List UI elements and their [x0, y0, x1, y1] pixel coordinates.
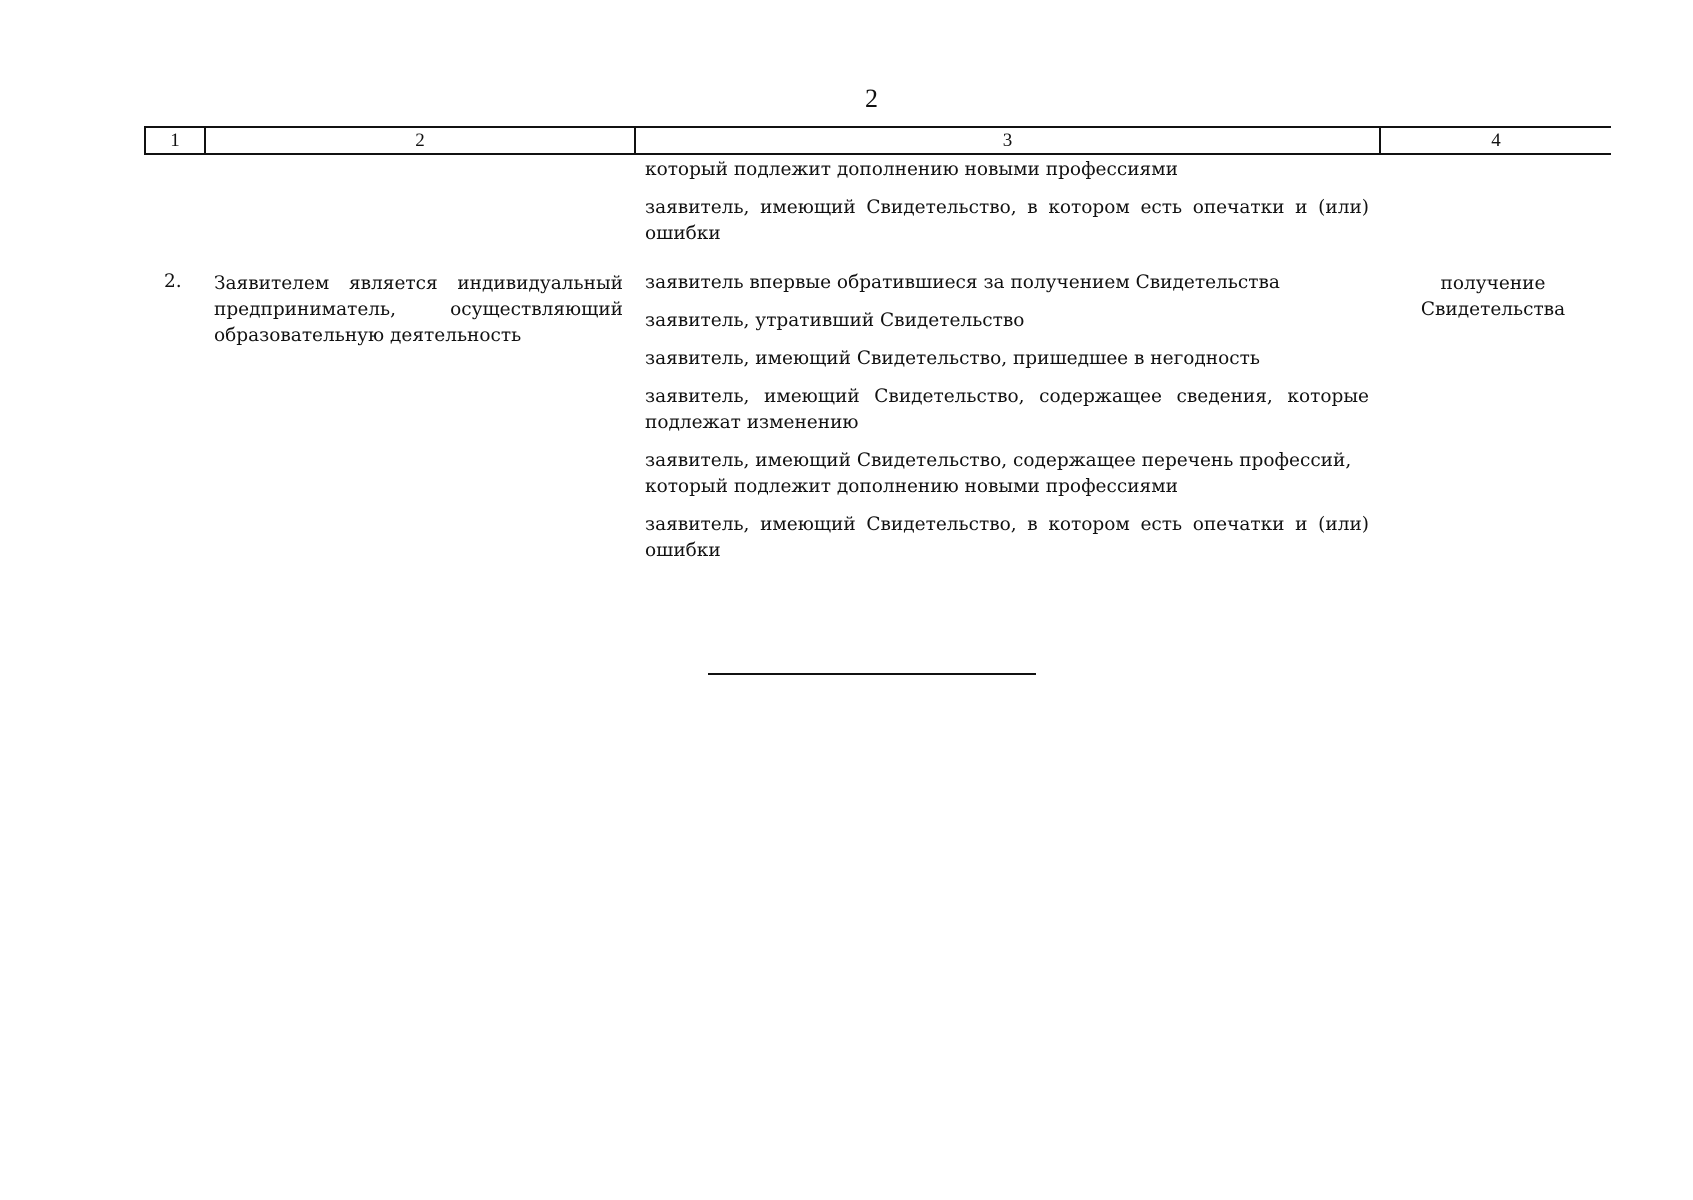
- list-item: заявитель, имеющий Свидетельство, пришедшее в негодность: [645, 348, 1260, 369]
- column-header-3: 3: [1002, 130, 1013, 151]
- column-header-4: 4: [1491, 130, 1501, 151]
- list-item: заявитель, утративший Свидетельство: [645, 310, 1025, 331]
- list-item: заявитель, имеющий Свидетельство, содержащее сведения, которые подлежат изменению: [645, 386, 1369, 433]
- list-item: заявитель впервые обратившиеся за получением Свидетельства: [645, 272, 1280, 293]
- table-header: [144, 126, 1611, 155]
- table-header-bottom-border: [144, 153, 1611, 155]
- row-number: 2.: [164, 271, 182, 292]
- continued-applicant-list: [645, 157, 1369, 247]
- column-header-1: 1: [170, 130, 180, 151]
- list-item: заявитель, имеющий Свидетельство, содержащее перечень профессий, который подлежит дополнению новыми профессиями: [645, 450, 1352, 497]
- applicant-category-description: Заявителем является индивидуальный предприниматель, осуществляющий образовательную деятельность: [214, 273, 623, 346]
- service-result: получение Свидетельства: [1420, 273, 1566, 320]
- page-number: 2: [865, 84, 878, 113]
- column-header-2: 2: [415, 130, 425, 151]
- document-end-rule: [708, 673, 1036, 675]
- applicant-variants-list: [645, 270, 1369, 564]
- list-item: заявитель, имеющий Свидетельство, в котором есть опечатки и (или) ошибки: [645, 197, 1369, 244]
- list-item: который подлежит дополнению новыми профессиями: [645, 159, 1178, 180]
- list-item: заявитель, имеющий Свидетельство, в котором есть опечатки и (или) ошибки: [645, 514, 1369, 561]
